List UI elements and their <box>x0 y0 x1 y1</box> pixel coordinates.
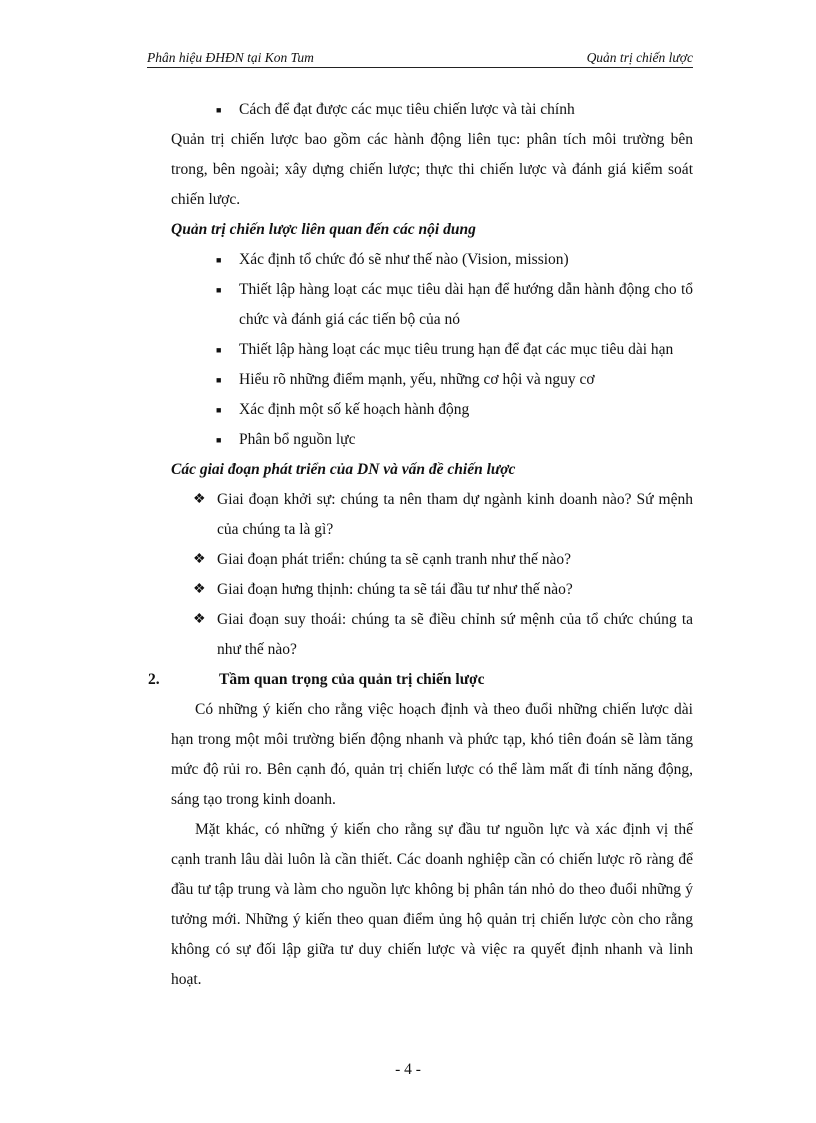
body-paragraph: Mặt khác, có những ý kiến cho rằng sự đầu tư nguồn lực và xác định vị thế cạnh tranh lâu dài luôn là cần thiết. Các doanh nghiệp cần có chiến lược rõ ràng để đầu tư tập trung và làm cho nguồn lực không bị phân tán nhỏ do theo đuổi những ý tưởng mới. Những ý kiến theo quan điểm ủng hộ quản trị chiến lược còn cho rằng không có sự đối lập giữa tư duy chiến lược và việc ra quyết định nhanh và linh hoạt. <box>171 821 693 988</box>
intro-paragraph: Quản trị chiến lược bao gồm các hành động liên tục: phân tích môi trường bên trong, bên ngoài; xây dựng chiến lược; thực thi chiến lược và đánh giá kiểm soát chiến lược. <box>171 131 693 208</box>
list-item: ■ Thiết lập hàng loạt các mục tiêu dài hạn để hướng dẫn hành động cho tổ chức và đánh giá các tiến bộ của nó <box>171 275 693 335</box>
square-bullet-icon: ■ <box>216 255 222 265</box>
list-item: ■ Xác định tổ chức đó sẽ như thế nào (Vision, mission) <box>171 245 693 275</box>
list-item: ■ Cách để đạt được các mục tiêu chiến lược và tài chính <box>171 95 693 125</box>
list-item: ■ Thiết lập hàng loạt các mục tiêu trung hạn để đạt các mục tiêu dài hạn <box>171 335 693 365</box>
section-heading <box>148 665 693 695</box>
section-number: 2. <box>148 671 160 688</box>
square-bullet-icon: ■ <box>216 435 222 445</box>
page-body <box>148 95 693 995</box>
page-number: - 4 - <box>395 1061 421 1078</box>
content-heading: Quản trị chiến lược liên quan đến các nội dung <box>171 221 476 238</box>
header-subject: Quản trị chiến lược <box>586 50 693 65</box>
stages-heading: Các giai đoạn phát triển của DN và vấn đề chiến lược <box>171 461 516 478</box>
list-item: ■ Phân bổ nguồn lực <box>171 425 693 455</box>
square-bullet-icon: ■ <box>216 105 222 115</box>
list-item: ❖ Giai đoạn hưng thịnh: chúng ta sẽ tái đầu tư như thế nào? <box>171 575 693 605</box>
header-institution: Phân hiệu ĐHĐN tại Kon Tum <box>147 50 314 65</box>
list-item: ❖ Giai đoạn suy thoái: chúng ta sẽ điều chỉnh sứ mệnh của tổ chức chúng ta như thế nào? <box>171 605 693 665</box>
body-paragraph: Có những ý kiến cho rằng việc hoạch định và theo đuổi những chiến lược dài hạn trong một môi trường biến động nhanh và phức tạp, khó tiên đoán sẽ làm tăng mức độ rủi ro. Bên cạnh đó, quản trị chiến lược có thể làm mất đi tính năng động, sáng tạo trong kinh doanh. <box>171 701 693 808</box>
square-bullet-icon: ■ <box>216 345 222 355</box>
diamond-bullet-icon: ❖ <box>193 492 206 507</box>
diamond-bullet-icon: ❖ <box>193 582 206 597</box>
list-item: ■ Hiểu rõ những điểm mạnh, yếu, những cơ hội và nguy cơ <box>171 365 693 395</box>
square-bullet-icon: ■ <box>216 405 222 415</box>
diamond-bullet-icon: ❖ <box>193 552 206 567</box>
diamond-bullet-icon: ❖ <box>193 612 206 627</box>
list-item: ■ Xác định một số kế hoạch hành động <box>171 395 693 425</box>
square-bullet-icon: ■ <box>216 285 222 295</box>
square-bullet-icon: ■ <box>216 375 222 385</box>
list-item: ❖ Giai đoạn khởi sự: chúng ta nên tham dự ngành kinh doanh nào? Sứ mệnh của chúng ta là gì? <box>171 485 693 545</box>
section-title: Tầm quan trọng của quản trị chiến lược <box>219 671 485 688</box>
page-header <box>147 49 693 68</box>
list-item: ❖ Giai đoạn phát triển: chúng ta sẽ cạnh tranh như thế nào? <box>171 545 693 575</box>
